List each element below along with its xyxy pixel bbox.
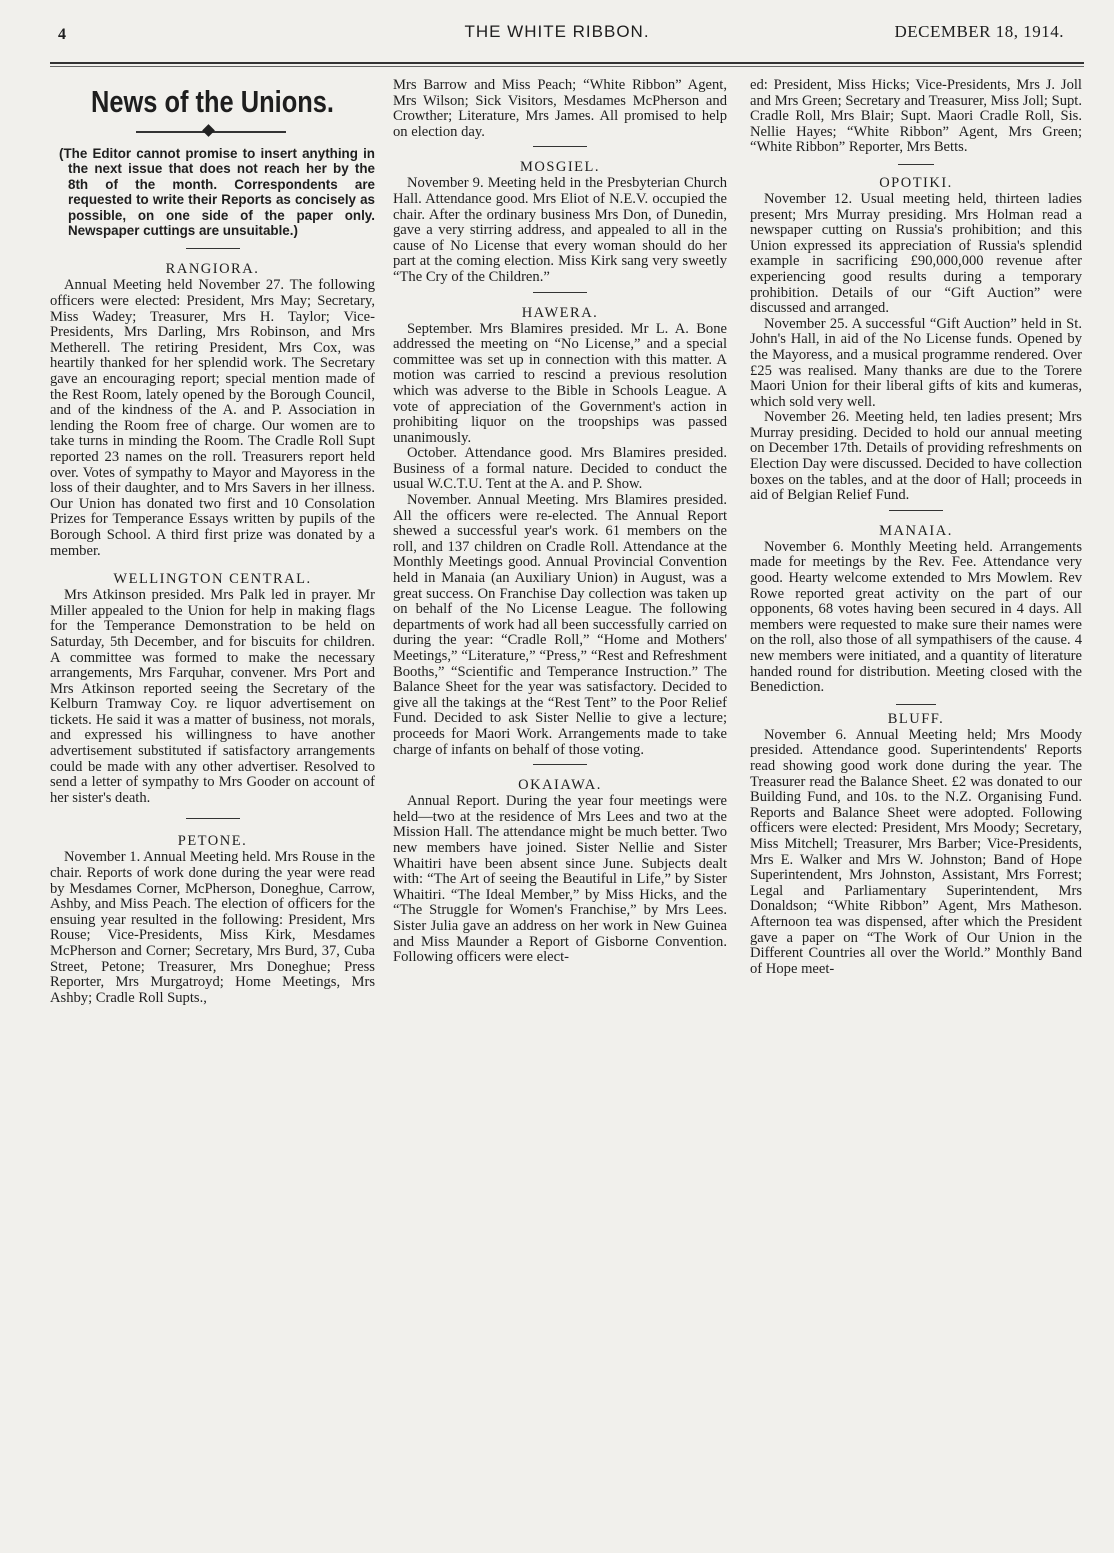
title-ornament xyxy=(50,124,375,140)
header-rule-thin xyxy=(50,66,1084,67)
report-rangiora xyxy=(50,261,375,559)
report-heading: HAWERA. xyxy=(521,304,599,321)
report-paragraph-continued: ed: President, Miss Hicks; Vice-Presidents, Mrs J. Joll and Mrs Green; Secretary and Treasurer, Miss Joll; Supt. Cradle Roll, Mrs Blair; Supt. Maori Cradle Roll, Sis. Nellie Hayes; “White Ribbon” Agent, Mrs Green; “White Ribbon” Reporter, Mrs Betts. xyxy=(750,77,1082,156)
report-paragraph: Annual Report. During the year four meetings were held—two at the residence of Mrs Lees and two at the Mission Hall. The attendance might be much better. Two new members have joined. Sister Nellie and Sister Whaitiri have been absent since June. Subjects dealt with: “The Art of seeing the Beautiful in Life,” by Sister Whaitiri. “The Ideal Member,” by Miss Hicks, and the “The Struggle for Women's Franchise,” by Mrs Lees. Sister Julia gave an address on her work in New Guinea and Miss Maunder a Report of Gisborne Convention. Following officers were elect- xyxy=(393,793,727,966)
section-title: News of the Unions. xyxy=(91,84,334,119)
report-manaia xyxy=(750,523,1082,696)
separator xyxy=(533,146,587,147)
separator xyxy=(186,818,240,819)
report-petone xyxy=(50,833,375,1006)
report-heading: MOSGIEL. xyxy=(519,159,601,176)
report-paragraph: October. Attendance good. Mrs Blamires presided. Business of a formal nature. Decided to conduct the usual W.C.T.U. Tent at the A. and P. Show. xyxy=(393,445,727,493)
publication-title: THE WHITE RIBBON. xyxy=(464,22,650,41)
separator xyxy=(533,764,587,765)
page-number: 4 xyxy=(58,26,66,43)
report-hawera xyxy=(393,305,727,759)
column-2 xyxy=(393,78,727,966)
report-heading: MANAIA. xyxy=(879,522,953,539)
report-heading: OKAIAWA. xyxy=(518,777,602,794)
report-paragraph: Annual Meeting held November 27. The following officers were elected: President, Mrs May; Secretary, Miss Wadey; Treasurer, Mrs H. Taylor; Vice-Presidents, Mrs Darling, Mrs Robinson, and Mrs Metherell. The retiring President, Mrs Cox, was heartily thanked for her splendid work. The Secretary gave an encouraging report; special mention made of the Rest Room, lately opened by the Borough Council, and of the kindness of the A. and P. Association in lending the Room free of charge. Our women are to take turns in minding the Room. The Cradle Roll Supt reported 23 names on the roll. Treasurers report held over. Votes of sympathy to Mayor and Mayoress in the loss of their daughter, and to Mrs Savers in her illness. Our Union has donated two first and 10 Consolation Prizes for Temperance Essays written by pupils of the Borough School. A third first prize was donated by a member. xyxy=(50,277,375,559)
column-1 xyxy=(50,78,375,1006)
report-paragraph: November 1. Annual Meeting held. Mrs Rouse in the chair. Reports of work done during the year were read by Mesdames Corner, McPherson, Doneghue, Carrow, Ashby, and Miss Peach. The election of officers for the ensuing year resulted in the following: President, Mrs Rouse; Vice-Presidents, Miss Kirk, Mesdames McPherson and Corner; Secretary, Mrs Burd, 37, Cuba Street, Petone; Treasurer, Mrs Doneghue; Press Reporter, Mrs Murgatroyd; Home Meetings, Mrs Ashby; Cradle Roll Supts., xyxy=(50,849,375,1006)
report-paragraph: November 12. Usual meeting held, thirteen ladies present; Mrs Murray presiding. Mrs Holman read a newspaper cutting on Russia's prohibition; and this Union expressed its appreciation of Russia's splendid example in sacrificing £90,000,000 revenue after experiencing good results during a temporary prohibition. Details of our “Gift Auction” were discussed and arranged. xyxy=(750,190,1082,317)
report-mosgiel xyxy=(393,159,727,285)
report-heading: OPOTIKI. xyxy=(879,174,953,191)
report-wellington-central xyxy=(50,571,375,806)
report-paragraph: November. Annual Meeting. Mrs Blamires presided. All the officers were re-elected. The Annual Report shewed a successful year's work. 61 members on the roll, and 137 children on Cradle Roll. Attendance at the Monthly Meetings good. Annual Provincial Convention held in Manaia (an Auxiliary Union) in August, was a great success. On Franchise Day collection was taken up on behalf of the No License League. The following departments of work had all been successfully carried on during the year: “Cradle Roll,” “Home and Mothers' Meetings,” “Literature,” “Press,” “Rest and Refreshment Booths,” “Scientific and Temperance Instruction.” The Balance Sheet for the year was satisfactory. Decided to give all the takings at the “Rest Tent” to the Poor Relief Fund. Decided to ask Sister Nellie to give a lecture; proceeds for Maori Work. Arrangements made to take charge of infants on behalf of those voting. xyxy=(393,492,727,758)
report-opotiki xyxy=(750,175,1082,504)
column-3 xyxy=(750,78,1082,977)
report-paragraph: November 25. A successful “Gift Auction” held in St. John's Hall, in aid of the No License funds. Opened by the Mayoress, and a musical programme rendered. Over £25 was realised. Many thanks are due to the Torere Maori Union for their liberal gifts of kits and kumeras, which sold very well. xyxy=(750,315,1082,410)
diamond-ornament-icon xyxy=(202,124,215,137)
report-heading: BLUFF. xyxy=(887,710,945,727)
running-header xyxy=(0,0,1114,60)
report-bluff xyxy=(750,711,1082,978)
report-heading: PETONE. xyxy=(177,833,248,850)
header-rule xyxy=(50,62,1084,64)
report-heading: WELLINGTON CENTRAL. xyxy=(113,571,312,588)
report-paragraph: September. Mrs Blamires presided. Mr L. A. Bone addressed the meeting on “No License,” and a special committee was set up in connection with this matter. A motion was carried to rescind a previous resolution which was adverse to the Bible in Schools League. A vote of appreciation of the Government's action in prohibiting liquor on the troopships was passed unanimously. xyxy=(393,320,727,446)
separator xyxy=(889,510,943,511)
report-paragraph: November 6. Monthly Meeting held. Arrangements made for meetings by the Rev. Fee. Attendance very good. Hearty welcome extended to Mrs Mowlem. Rev Rowe reported great activity on the part of our opponents, 68 votes having been secured in 4 days. All members were requested to make sure their names were on the roll, also those of all sympathisers of the cause. 4 new members were initiated, and a quantity of literature handed round for distribution. Meeting closed with the Benediction. xyxy=(750,538,1082,696)
separator xyxy=(896,704,936,705)
report-paragraph: November 26. Meeting held, ten ladies present; Mrs Murray presiding. Decided to hold our annual meeting on December 17th. Details of providing refreshments on Election Day were discussed. Decided to have collection boxes on the tables, and at the door of Hall; proceeds in aid of Belgian Relief Fund. xyxy=(750,409,1082,504)
separator xyxy=(898,164,934,165)
editor-note: (The Editor cannot promise to insert anything in the next issue that does not reach her by the 8th of the month. Correspondents are requested to write their Reports as concisely as possible, on one side of the paper only. Newspaper cuttings are unsuitable.) xyxy=(59,146,375,239)
separator xyxy=(186,248,240,249)
report-paragraph: November 9. Meeting held in the Presbyterian Church Hall. Attendance good. Mrs Eliot of N.E.V. occupied the chair. After the ordinary business Mrs Don, of Dunedin, gave a very stirring address, and appealed to all in the cause of No License that every woman should do her part at the coming election. Miss Kirk sang very sweetly “The Cry of the Children.” xyxy=(393,175,727,285)
report-okaiawa xyxy=(393,777,727,966)
report-heading: RANGIORA. xyxy=(165,261,260,278)
issue-date: DECEMBER 18, 1914. xyxy=(894,22,1064,41)
separator xyxy=(533,292,587,293)
report-paragraph: November 6. Annual Meeting held; Mrs Moody presided. Attendance good. Superintendents' Reports read showing good work done during the year. The Treasurer read the Balance Sheet. £2 was donated to our Building Fund, and 10s. to the N.Z. Organising Fund. Reports and Balance Sheet were adopted. Following officers were elected: President, Mrs Moody; Secretary, Miss Mitchell; Treasurer, Mrs Barber; Vice-Presidents, Mrs E. Walker and Mrs W. Johnston; Band of Hope Superintendent, Mrs Johnston, Assistant, Mrs Forrest; Legal and Parliamentary Superintendent, Mrs Donaldson; “White Ribbon” Agent, Mrs Matheson. Afternoon tea was dispensed, after which the President gave a paper on “The Work of Our Union in the Different Countries all over the World.” Monthly Band of Hope meet- xyxy=(750,726,1082,977)
report-paragraph: Mrs Atkinson presided. Mrs Palk led in prayer. Mr Miller appealed to the Union for help in making flags for the Temperance Demonstration to be held on Saturday, 5th December, and for biscuits for children. A committee was formed to make the necessary arrangements, Mrs Farquhar, convener. Mrs Port and Mrs Atkinson reported seeing the Secretary of the Kelburn Tramway Coy. re liquor advertisement on tickets. He said it was a matter of business, not morals, and expressed his willingness to have another advertisement substituted if satisfactory arrangements could be made with any other advertiser. Resolved to send a letter of sympathy to Mrs Gooder on account of her sister's death. xyxy=(50,587,375,806)
report-paragraph-continued: Mrs Barrow and Miss Peach; “White Ribbon” Agent, Mrs Wilson; Sick Visitors, Mesdames McPherson and Crowther; Literature, Mrs James. All promised to help on election day. xyxy=(393,77,727,140)
